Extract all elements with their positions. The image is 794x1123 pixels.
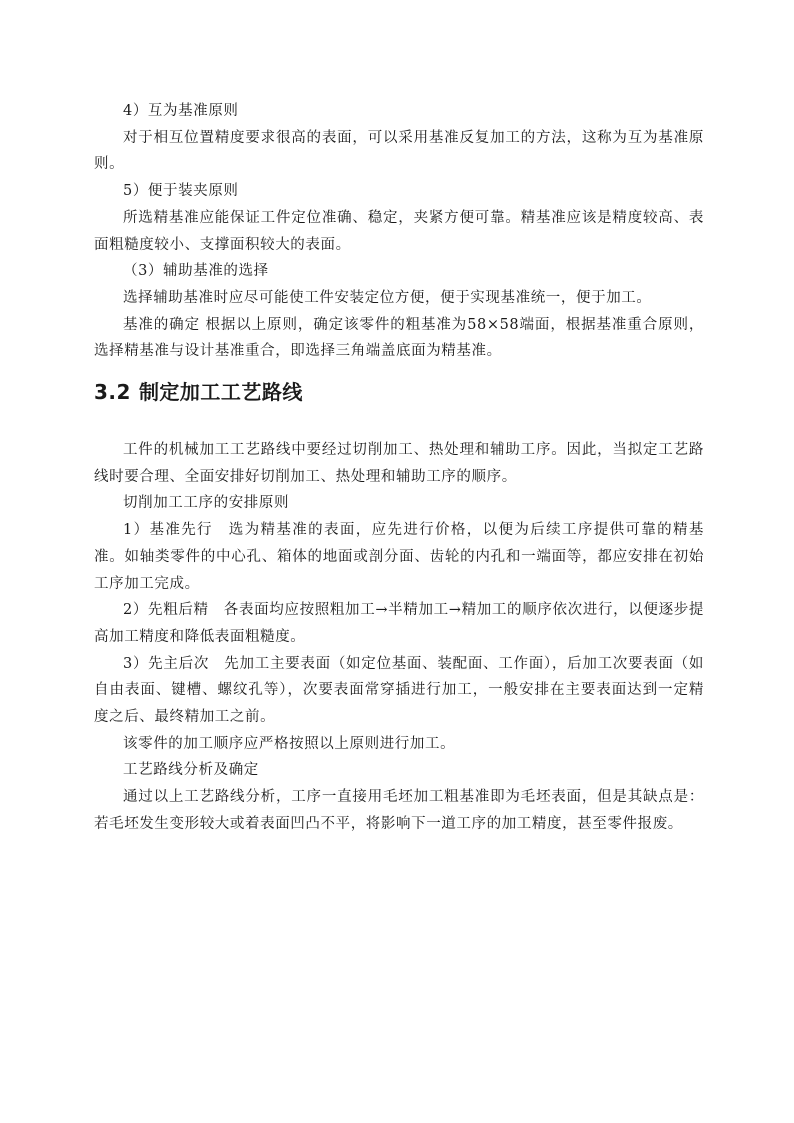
paragraph-process-route-intro: 工件的机械加工工艺路线中要经过切削加工、热处理和辅助工序。因此，当拟定工艺路线时要合理、全面安排好切削加工、热处理和辅助工序的顺序。 bbox=[94, 442, 704, 485]
paragraph-datum-determination: 基准的确定 根据以上原则，确定该零件的粗基准为58×58端面，根据基准重合原则，选择精基准与设计基准重合，即选择三角端盖底面为精基准。 bbox=[94, 316, 704, 360]
paragraph-route-analysis: 通过以上工艺路线分析，工序一直接用毛坯加工粗基准即为毛坯表面，但是其缺点是：若毛坯发生变形较大或着表面凹凸不平，将影响下一道工序的加工精度，甚至零件报废。 bbox=[94, 789, 704, 832]
paragraph-main-then-secondary: 3）先主后次 先加工主要表面（如定位基面、装配面、工作面），后加工次要表面（如自由表面、键槽、螺纹孔等），次要表面常穿插进行加工，一般安排在主要表面达到一定精度之后、最终精加工之前。 bbox=[94, 655, 704, 726]
paragraph-order-statement: 该零件的加工顺序应严格按照以上原则进行加工。 bbox=[123, 735, 456, 752]
paragraph-mutual-datum: 对于相互位置精度要求很高的表面，可以采用基准反复加工的方法，这称为互为基准原则。 bbox=[94, 129, 704, 173]
paragraph-clamping: 所选精基准应能保证工件定位准确、稳定，夹紧方便可靠。精基准应该是精度较高、表面粗糙度较小、支撑面积较大的表面。 bbox=[94, 209, 704, 253]
paragraph-auxiliary-datum: 选择辅助基准时应尽可能使工件安装定位方便，便于实现基准统一，便于加工。 bbox=[123, 289, 652, 306]
paragraph-datum-first: 1）基准先行 选为精基准的表面，应先进行价格，以便为后续工序提供可靠的精基准。如轴类零件的中心孔、箱体的地面或剖分面、齿轮的内孔和一端面等，都应安排在初始工序加工完成。 bbox=[94, 522, 704, 592]
paragraph-rough-then-fine: 2）先粗后精 各表面均应按照粗加工→半精加工→精加工的顺序依次进行，以便逐步提高加工精度和降低表面粗糙度。 bbox=[94, 602, 704, 645]
section-heading bbox=[94, 377, 704, 419]
section-title: 制定加工工艺路线 bbox=[138, 380, 303, 405]
heading-clamping: 5）便于装夹原则 bbox=[123, 183, 239, 200]
heading-route-analysis: 工艺路线分析及确定 bbox=[123, 762, 259, 779]
heading-mutual-datum: 4）互为基准原则 bbox=[123, 103, 239, 119]
page-content bbox=[94, 98, 704, 838]
heading-cutting-principles: 切削加工工序的安排原则 bbox=[123, 495, 290, 512]
spacer bbox=[94, 419, 704, 437]
section-number: 3.2 bbox=[94, 380, 131, 405]
heading-auxiliary-datum: （3）辅助基准的选择 bbox=[123, 263, 269, 280]
